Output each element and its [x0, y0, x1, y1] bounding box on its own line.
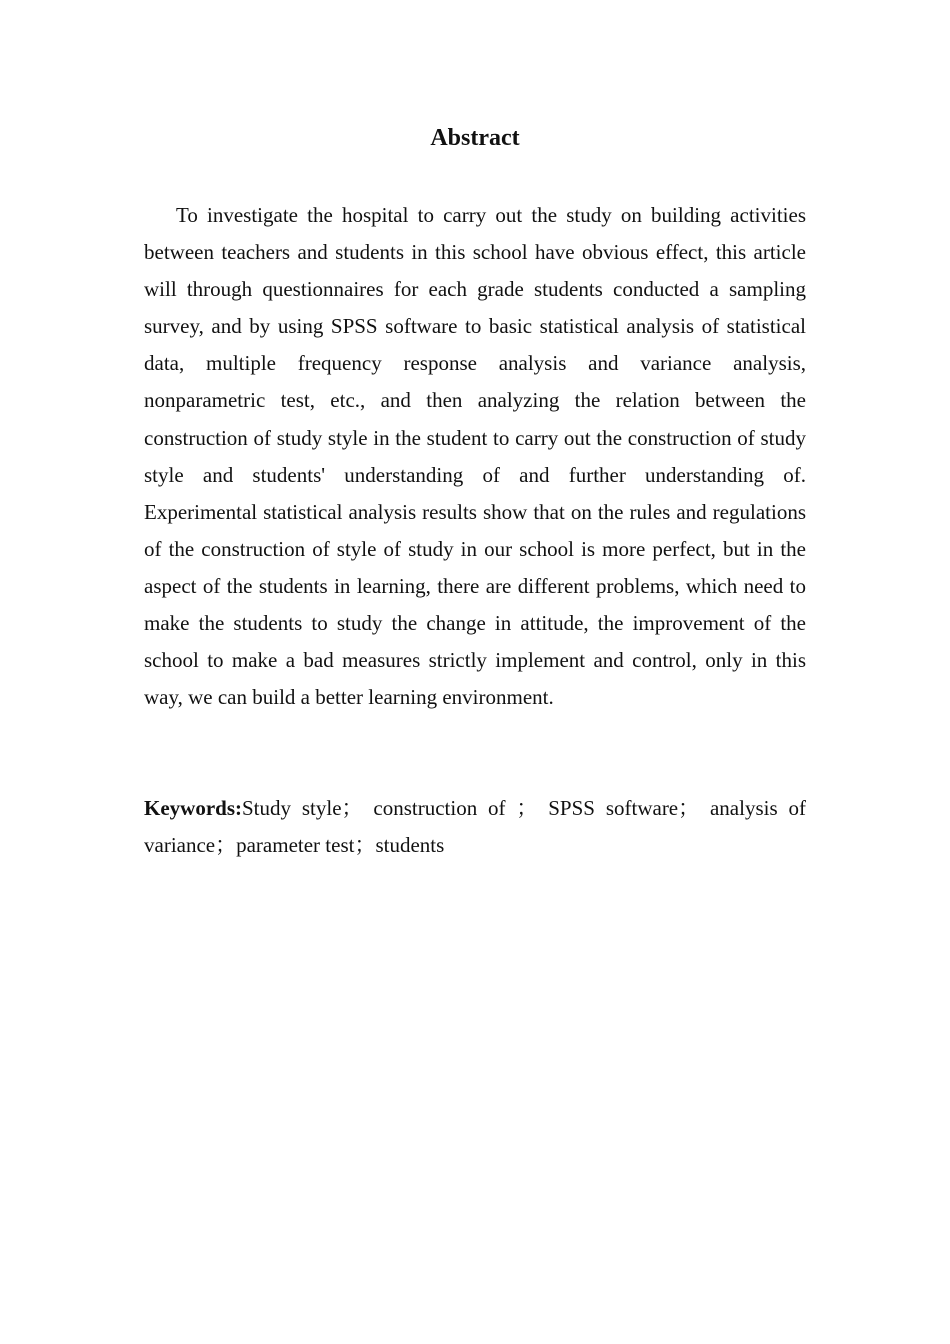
abstract-title: Abstract	[430, 125, 520, 151]
keywords-line	[144, 790, 806, 864]
keywords-text: Study style； construction of ； SPSS software； analysis of variance；parameter test；students	[144, 796, 806, 858]
keywords-label: Keywords:	[144, 796, 242, 820]
abstract-paragraph: To investigate the hospital to carry out the study on building activities between teachers and students in this school have obvious effect, this article will through questionnaires for each grade students conducted a sampling survey, and by using SPSS software to basic statistical analysis of statistical data, multiple frequency response analysis and variance analysis, nonparametric test, etc., and then analyzing the relation between the construction of study style in the student to carry out the construction of study style and students' understanding of and further understanding of. Experimental statistical analysis results show that on the rules and regulations of the construction of style of study in our school is more perfect, but in the aspect of the students in learning, there are different problems, which need to make the students to study the change in attitude, the improvement of the school to make a bad measures strictly implement and control, only in this way, we can build a better learning environment.	[144, 203, 806, 710]
